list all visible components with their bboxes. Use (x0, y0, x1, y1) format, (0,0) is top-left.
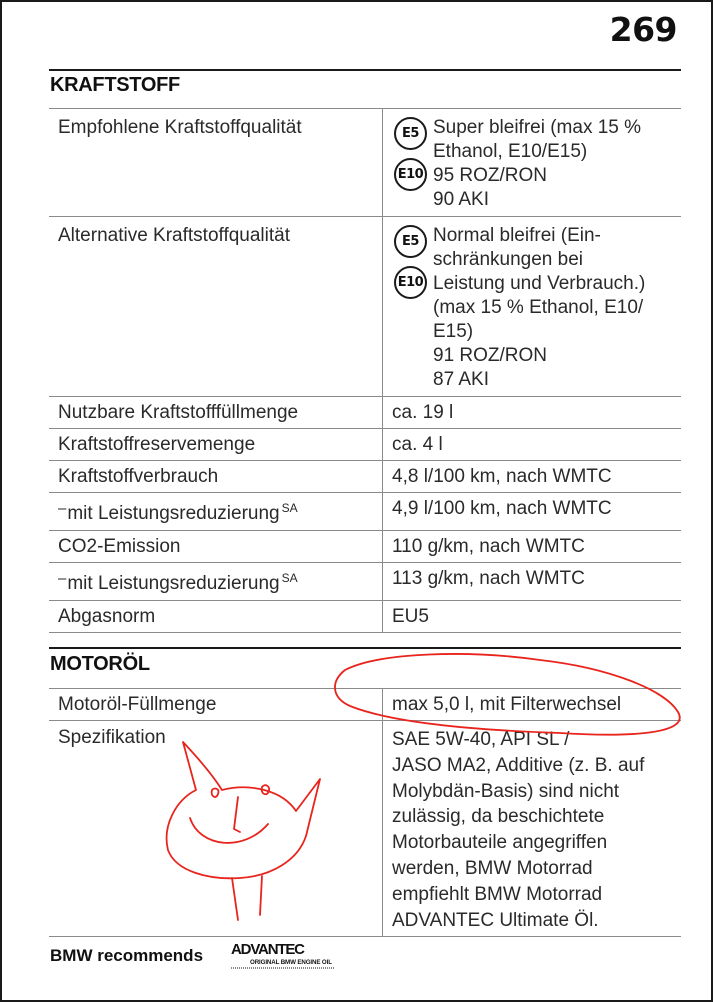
table-row (49, 429, 681, 461)
e10-fuel-icon: E10 (394, 158, 427, 191)
e10-fuel-icon: E10 (394, 266, 427, 299)
row-value: 4,8 l/100 km, nach WMTC (383, 461, 682, 493)
footer-text: BMW recommends (50, 946, 204, 965)
option-superscript: SA (281, 501, 298, 515)
value-line: Leistung und Verbrauch.) (433, 273, 646, 294)
row-value: EU5 (383, 601, 682, 633)
advantec-logo-text: ADVANTEC (231, 941, 305, 958)
table-row (49, 109, 681, 217)
row-value (383, 721, 682, 937)
value-line: SAE 5W-40, API SL / (392, 729, 570, 750)
row-label-text: mit Leistungsreduzierung (67, 503, 280, 524)
e5-fuel-icon: E5 (394, 117, 427, 150)
table-row (49, 397, 681, 429)
advantec-logo (230, 940, 340, 972)
row-value (383, 217, 682, 397)
oil-spec-table (49, 688, 681, 937)
oil-section-title: MOTORÖL (50, 653, 150, 675)
table-row (49, 721, 681, 937)
row-value: 4,9 l/100 km, nach WMTC (383, 493, 682, 531)
row-label (49, 563, 383, 601)
value-line: Super bleifrei (max 15 % (433, 117, 642, 138)
row-value: max 5,0 l, mit Filterwechsel (383, 689, 682, 721)
value-line: E15) (433, 321, 474, 342)
row-value: 113 g/km, nach WMTC (383, 563, 682, 601)
table-row (49, 461, 681, 493)
row-label: Empfohlene Kraftstoffqualität (49, 109, 383, 217)
value-line: zulässig, da beschichtete (392, 806, 605, 828)
row-label: Spezifikation (49, 721, 383, 937)
row-label: Motoröl-Füllmenge (49, 689, 383, 721)
section-top-rule (49, 69, 681, 71)
row-label-text: mit Leistungsreduzierung (67, 573, 280, 594)
table-row (49, 217, 681, 397)
row-label: Alternative Kraftstoffqualität (49, 217, 383, 397)
value-line: werden, BMW Motorrad (392, 857, 593, 879)
value-line: 90 AKI (433, 189, 489, 210)
value-line: empfiehlt BMW Motorrad (392, 883, 603, 905)
row-label: Nutzbare Kraftstofffüllmenge (49, 397, 383, 429)
row-label: Kraftstoffreservemenge (49, 429, 383, 461)
section-top-rule (49, 647, 681, 649)
row-value: 110 g/km, nach WMTC (383, 531, 682, 563)
option-superscript: SA (281, 571, 298, 585)
row-label: CO2-Emission (49, 531, 383, 563)
value-line: 91 ROZ/RON (433, 345, 548, 366)
page-number: 269 (609, 10, 677, 49)
value-line: Motorbauteile angegriffen (392, 832, 608, 854)
value-line: 95 ROZ/RON (433, 165, 548, 186)
sub-item-dash: – (58, 500, 67, 517)
row-label (49, 493, 383, 531)
table-row (49, 493, 681, 531)
advantec-logo-subtext: ORIGINAL BMW ENGINE OIL (250, 959, 332, 966)
value-line: ADVANTEC Ultimate Öl. (392, 909, 599, 931)
value-line: Molybdän-Basis) sind nicht (392, 780, 620, 802)
value-line: Ethanol, E10/E15) (433, 141, 588, 162)
e5-fuel-icon: E5 (394, 225, 427, 258)
fuel-spec-table (49, 108, 681, 633)
row-value (383, 109, 682, 217)
value-line: schränkungen bei (433, 249, 583, 270)
value-line: Normal bleifrei (Ein- (433, 225, 601, 246)
row-value: ca. 19 l (383, 397, 682, 429)
row-value: ca. 4 l (383, 429, 682, 461)
table-row (49, 563, 681, 601)
value-line: JASO MA2, Additive (z. B. auf (392, 754, 645, 776)
sub-item-dash: – (58, 570, 67, 587)
fuel-section-title: KRAFTSTOFF (50, 74, 180, 96)
value-line: 87 AKI (433, 369, 489, 390)
row-label: Abgasnorm (49, 601, 383, 633)
table-row (49, 601, 681, 633)
value-line: (max 15 % Ethanol, E10/ (433, 297, 644, 318)
table-row (49, 689, 681, 721)
row-label: Kraftstoffverbrauch (49, 461, 383, 493)
table-row (49, 531, 681, 563)
